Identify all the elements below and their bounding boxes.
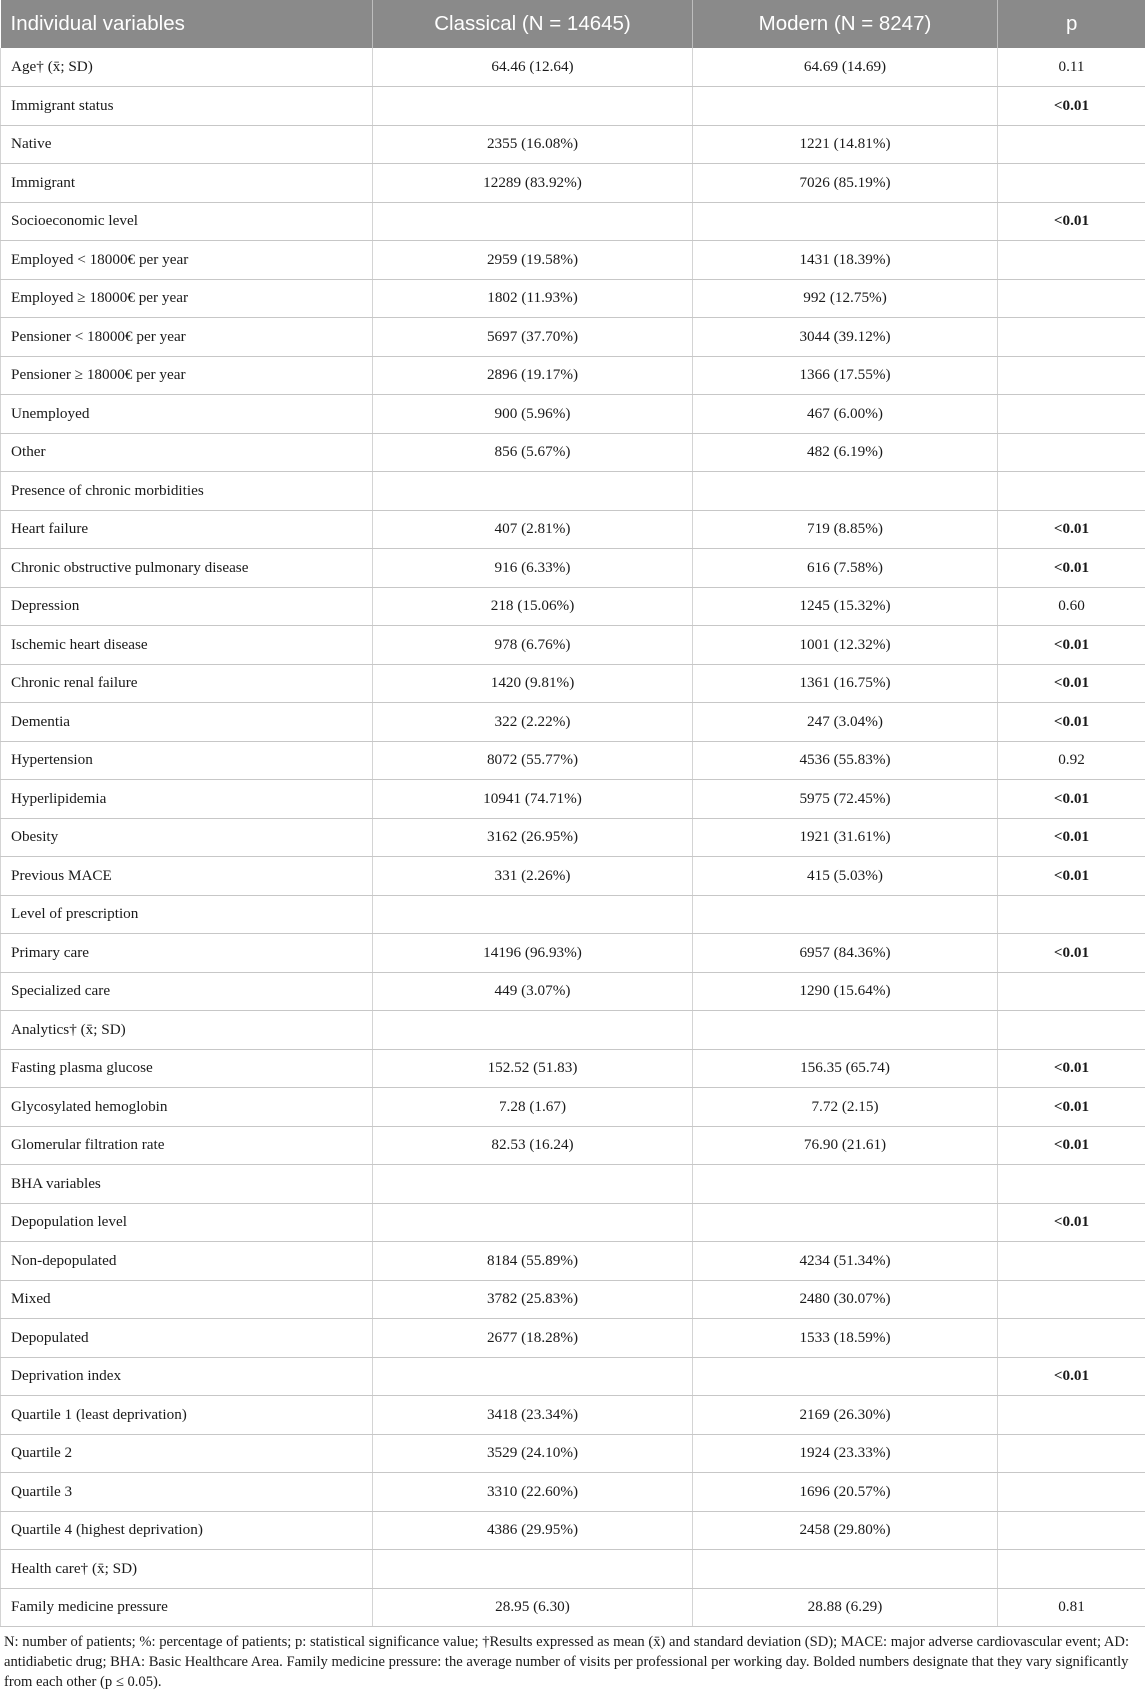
header-row	[1, 0, 1145, 48]
p-value-cell: <0.01	[998, 1126, 1145, 1165]
variable-label-cell: Pensioner ≥ 18000€ per year	[1, 356, 373, 395]
table-row	[1, 125, 1145, 164]
modern-value-cell: 2480 (30.07%)	[693, 1280, 998, 1319]
modern-value-cell: 156.35 (65.74)	[693, 1049, 998, 1088]
variable-label-cell: Quartile 2	[1, 1434, 373, 1473]
variable-label-cell: Quartile 1 (least deprivation)	[1, 1396, 373, 1435]
variable-label-cell: Depopulated	[1, 1319, 373, 1358]
p-value-cell	[998, 1434, 1145, 1473]
modern-value-cell: 1361 (16.75%)	[693, 664, 998, 703]
p-value-cell	[998, 1396, 1145, 1435]
classical-value-cell: 152.52 (51.83)	[373, 1049, 693, 1088]
variable-label-cell: Quartile 4 (highest deprivation)	[1, 1511, 373, 1550]
p-value-cell: <0.01	[998, 934, 1145, 973]
variable-label-cell: Native	[1, 125, 373, 164]
modern-value-cell: 3044 (39.12%)	[693, 318, 998, 357]
table-row	[1, 164, 1145, 203]
p-value-cell	[998, 356, 1145, 395]
classical-value-cell: 978 (6.76%)	[373, 626, 693, 665]
classical-value-cell: 7.28 (1.67)	[373, 1088, 693, 1127]
modern-value-cell: 1431 (18.39%)	[693, 241, 998, 280]
classical-value-cell: 3529 (24.10%)	[373, 1434, 693, 1473]
variable-label-cell: Health care† (x̄; SD)	[1, 1550, 373, 1589]
modern-value-cell: 2458 (29.80%)	[693, 1511, 998, 1550]
classical-value-cell: 64.46 (12.64)	[373, 48, 693, 87]
variable-label-cell: Hyperlipidemia	[1, 780, 373, 819]
table-header	[1, 0, 1145, 48]
modern-value-cell: 992 (12.75%)	[693, 279, 998, 318]
p-value-cell: <0.01	[998, 1357, 1145, 1396]
p-value-cell	[998, 1242, 1145, 1281]
header-modern: Modern (N = 8247)	[693, 0, 998, 48]
table-row	[1, 549, 1145, 588]
table-row	[1, 972, 1145, 1011]
p-value-cell	[998, 972, 1145, 1011]
p-value-cell	[998, 164, 1145, 203]
classical-value-cell: 2896 (19.17%)	[373, 356, 693, 395]
classical-value-cell: 2959 (19.58%)	[373, 241, 693, 280]
classical-value-cell: 8072 (55.77%)	[373, 741, 693, 780]
table-row	[1, 626, 1145, 665]
table-row	[1, 1049, 1145, 1088]
p-value-cell	[998, 1511, 1145, 1550]
table-row	[1, 1165, 1145, 1204]
modern-value-cell: 5975 (72.45%)	[693, 780, 998, 819]
classical-value-cell	[373, 1203, 693, 1242]
modern-value-cell	[693, 87, 998, 126]
modern-value-cell: 7026 (85.19%)	[693, 164, 998, 203]
header-classical: Classical (N = 14645)	[373, 0, 693, 48]
table-row	[1, 356, 1145, 395]
table-row	[1, 1280, 1145, 1319]
table-row	[1, 857, 1145, 896]
classical-value-cell	[373, 472, 693, 511]
p-value-cell	[998, 395, 1145, 434]
table-row	[1, 818, 1145, 857]
variable-label-cell: Level of prescription	[1, 895, 373, 934]
classical-value-cell: 331 (2.26%)	[373, 857, 693, 896]
modern-value-cell: 64.69 (14.69)	[693, 48, 998, 87]
classical-value-cell	[373, 1011, 693, 1050]
modern-value-cell: 2169 (26.30%)	[693, 1396, 998, 1435]
variable-label-cell: Quartile 3	[1, 1473, 373, 1512]
table-row	[1, 202, 1145, 241]
modern-value-cell: 1221 (14.81%)	[693, 125, 998, 164]
table-row	[1, 48, 1145, 87]
p-value-cell: <0.01	[998, 780, 1145, 819]
table-row	[1, 395, 1145, 434]
table-row	[1, 1319, 1145, 1358]
variable-label-cell: Other	[1, 433, 373, 472]
header-individual-variables: Individual variables	[1, 0, 373, 48]
table-row	[1, 1126, 1145, 1165]
p-value-cell: <0.01	[998, 857, 1145, 896]
p-value-cell	[998, 1550, 1145, 1589]
p-value-cell	[998, 1473, 1145, 1512]
modern-value-cell	[693, 1203, 998, 1242]
modern-value-cell: 76.90 (21.61)	[693, 1126, 998, 1165]
classical-value-cell: 3418 (23.34%)	[373, 1396, 693, 1435]
table-row	[1, 1242, 1145, 1281]
table-row	[1, 703, 1145, 742]
modern-value-cell: 482 (6.19%)	[693, 433, 998, 472]
modern-value-cell	[693, 202, 998, 241]
modern-value-cell: 28.88 (6.29)	[693, 1588, 998, 1627]
table-row	[1, 318, 1145, 357]
table-row	[1, 895, 1145, 934]
variable-label-cell: Immigrant status	[1, 87, 373, 126]
table-row	[1, 1511, 1145, 1550]
p-value-cell	[998, 1319, 1145, 1358]
header-p-value: p	[998, 0, 1145, 48]
classical-value-cell: 3162 (26.95%)	[373, 818, 693, 857]
classical-value-cell	[373, 202, 693, 241]
p-value-cell	[998, 279, 1145, 318]
variable-label-cell: Primary care	[1, 934, 373, 973]
variable-label-cell: Deprivation index	[1, 1357, 373, 1396]
p-value-cell: <0.01	[998, 549, 1145, 588]
p-value-cell: 0.81	[998, 1588, 1145, 1627]
p-value-cell	[998, 318, 1145, 357]
p-value-cell	[998, 1280, 1145, 1319]
modern-value-cell: 719 (8.85%)	[693, 510, 998, 549]
variable-label-cell: Glomerular filtration rate	[1, 1126, 373, 1165]
classical-value-cell	[373, 1357, 693, 1396]
modern-value-cell	[693, 1550, 998, 1589]
p-value-cell: 0.60	[998, 587, 1145, 626]
p-value-cell: <0.01	[998, 664, 1145, 703]
classical-value-cell: 28.95 (6.30)	[373, 1588, 693, 1627]
table-row	[1, 1588, 1145, 1627]
table-row	[1, 664, 1145, 703]
p-value-cell	[998, 433, 1145, 472]
modern-value-cell: 7.72 (2.15)	[693, 1088, 998, 1127]
modern-value-cell: 415 (5.03%)	[693, 857, 998, 896]
classical-value-cell: 2677 (18.28%)	[373, 1319, 693, 1358]
p-value-cell: <0.01	[998, 818, 1145, 857]
variable-label-cell: Depopulation level	[1, 1203, 373, 1242]
variable-label-cell: Obesity	[1, 818, 373, 857]
table-row	[1, 510, 1145, 549]
modern-value-cell: 616 (7.58%)	[693, 549, 998, 588]
variable-label-cell: Presence of chronic morbidities	[1, 472, 373, 511]
variable-label-cell: Chronic obstructive pulmonary disease	[1, 549, 373, 588]
table-row	[1, 241, 1145, 280]
p-value-cell: 0.11	[998, 48, 1145, 87]
table-row	[1, 433, 1145, 472]
variable-label-cell: Socioeconomic level	[1, 202, 373, 241]
table-row	[1, 87, 1145, 126]
table-row	[1, 1357, 1145, 1396]
table-row	[1, 587, 1145, 626]
p-value-cell: <0.01	[998, 1088, 1145, 1127]
classical-value-cell: 8184 (55.89%)	[373, 1242, 693, 1281]
modern-value-cell: 4234 (51.34%)	[693, 1242, 998, 1281]
p-value-cell: <0.01	[998, 510, 1145, 549]
variable-label-cell: Family medicine pressure	[1, 1588, 373, 1627]
classical-value-cell: 916 (6.33%)	[373, 549, 693, 588]
variable-label-cell: Immigrant	[1, 164, 373, 203]
table-row	[1, 1088, 1145, 1127]
variable-label-cell: Hypertension	[1, 741, 373, 780]
classical-value-cell: 14196 (96.93%)	[373, 934, 693, 973]
p-value-cell	[998, 125, 1145, 164]
table-row	[1, 279, 1145, 318]
p-value-cell: 0.92	[998, 741, 1145, 780]
classical-value-cell: 3782 (25.83%)	[373, 1280, 693, 1319]
classical-value-cell: 218 (15.06%)	[373, 587, 693, 626]
table-row	[1, 1203, 1145, 1242]
table-row	[1, 934, 1145, 973]
modern-value-cell	[693, 895, 998, 934]
modern-value-cell: 1001 (12.32%)	[693, 626, 998, 665]
p-value-cell: <0.01	[998, 1203, 1145, 1242]
p-value-cell: <0.01	[998, 1049, 1145, 1088]
p-value-cell: <0.01	[998, 626, 1145, 665]
variable-label-cell: Chronic renal failure	[1, 664, 373, 703]
modern-value-cell: 467 (6.00%)	[693, 395, 998, 434]
classical-value-cell: 407 (2.81%)	[373, 510, 693, 549]
variable-label-cell: Previous MACE	[1, 857, 373, 896]
classical-value-cell: 900 (5.96%)	[373, 395, 693, 434]
variable-label-cell: Pensioner < 18000€ per year	[1, 318, 373, 357]
modern-value-cell: 1696 (20.57%)	[693, 1473, 998, 1512]
modern-value-cell	[693, 1165, 998, 1204]
p-value-cell: <0.01	[998, 703, 1145, 742]
p-value-cell	[998, 895, 1145, 934]
variable-label-cell: Heart failure	[1, 510, 373, 549]
modern-value-cell: 6957 (84.36%)	[693, 934, 998, 973]
classical-value-cell: 4386 (29.95%)	[373, 1511, 693, 1550]
classical-value-cell: 856 (5.67%)	[373, 433, 693, 472]
modern-value-cell: 4536 (55.83%)	[693, 741, 998, 780]
p-value-cell: <0.01	[998, 202, 1145, 241]
modern-value-cell: 1290 (15.64%)	[693, 972, 998, 1011]
modern-value-cell: 247 (3.04%)	[693, 703, 998, 742]
classical-value-cell: 449 (3.07%)	[373, 972, 693, 1011]
table-row	[1, 1396, 1145, 1435]
classical-value-cell: 322 (2.22%)	[373, 703, 693, 742]
variable-label-cell: Non-depopulated	[1, 1242, 373, 1281]
p-value-cell: <0.01	[998, 87, 1145, 126]
p-value-cell	[998, 1165, 1145, 1204]
modern-value-cell	[693, 1011, 998, 1050]
classical-value-cell: 12289 (83.92%)	[373, 164, 693, 203]
modern-value-cell	[693, 1357, 998, 1396]
modern-value-cell: 1924 (23.33%)	[693, 1434, 998, 1473]
table-row	[1, 1434, 1145, 1473]
variable-label-cell: Unemployed	[1, 395, 373, 434]
classical-value-cell	[373, 1550, 693, 1589]
variable-label-cell: Ischemic heart disease	[1, 626, 373, 665]
table-footnote: N: number of patients; %: percentage of patients; p: statistical significance value; †Results expressed as mean (x̄) and standard deviation (SD); MACE: major adverse cardiovascular event; AD: antidiabetic drug; BHA: Basic Healthcare Area. Family medicine pressure: the average number of visits per professional per working day. Bolded numbers designate that they vary significantly from each other (p ≤ 0.05).	[4, 1634, 1130, 1690]
classical-value-cell	[373, 1165, 693, 1204]
classical-value-cell: 5697 (37.70%)	[373, 318, 693, 357]
classical-value-cell: 1802 (11.93%)	[373, 279, 693, 318]
table-row	[1, 780, 1145, 819]
modern-value-cell: 1533 (18.59%)	[693, 1319, 998, 1358]
classical-value-cell	[373, 895, 693, 934]
p-value-cell	[998, 1011, 1145, 1050]
modern-value-cell	[693, 472, 998, 511]
classical-value-cell: 82.53 (16.24)	[373, 1126, 693, 1165]
table-row	[1, 1011, 1145, 1050]
p-value-cell	[998, 241, 1145, 280]
p-value-cell	[998, 472, 1145, 511]
classical-value-cell: 3310 (22.60%)	[373, 1473, 693, 1512]
classical-value-cell	[373, 87, 693, 126]
variable-label-cell: Depression	[1, 587, 373, 626]
variable-label-cell: Glycosylated hemoglobin	[1, 1088, 373, 1127]
variable-label-cell: Analytics† (x̄; SD)	[1, 1011, 373, 1050]
table-row	[1, 741, 1145, 780]
table-row	[1, 1473, 1145, 1512]
modern-value-cell: 1245 (15.32%)	[693, 587, 998, 626]
variable-label-cell: Specialized care	[1, 972, 373, 1011]
modern-value-cell: 1921 (31.61%)	[693, 818, 998, 857]
classical-value-cell: 10941 (74.71%)	[373, 780, 693, 819]
table-row	[1, 472, 1145, 511]
variable-label-cell: Mixed	[1, 1280, 373, 1319]
variable-label-cell: Employed ≥ 18000€ per year	[1, 279, 373, 318]
variable-label-cell: Age† (x̄; SD)	[1, 48, 373, 87]
variable-label-cell: BHA variables	[1, 1165, 373, 1204]
variable-label-cell: Employed < 18000€ per year	[1, 241, 373, 280]
variable-label-cell: Fasting plasma glucose	[1, 1049, 373, 1088]
classical-value-cell: 2355 (16.08%)	[373, 125, 693, 164]
modern-value-cell: 1366 (17.55%)	[693, 356, 998, 395]
table-row	[1, 1550, 1145, 1589]
variable-label-cell: Dementia	[1, 703, 373, 742]
table-body	[1, 48, 1145, 1627]
classical-value-cell: 1420 (9.81%)	[373, 664, 693, 703]
